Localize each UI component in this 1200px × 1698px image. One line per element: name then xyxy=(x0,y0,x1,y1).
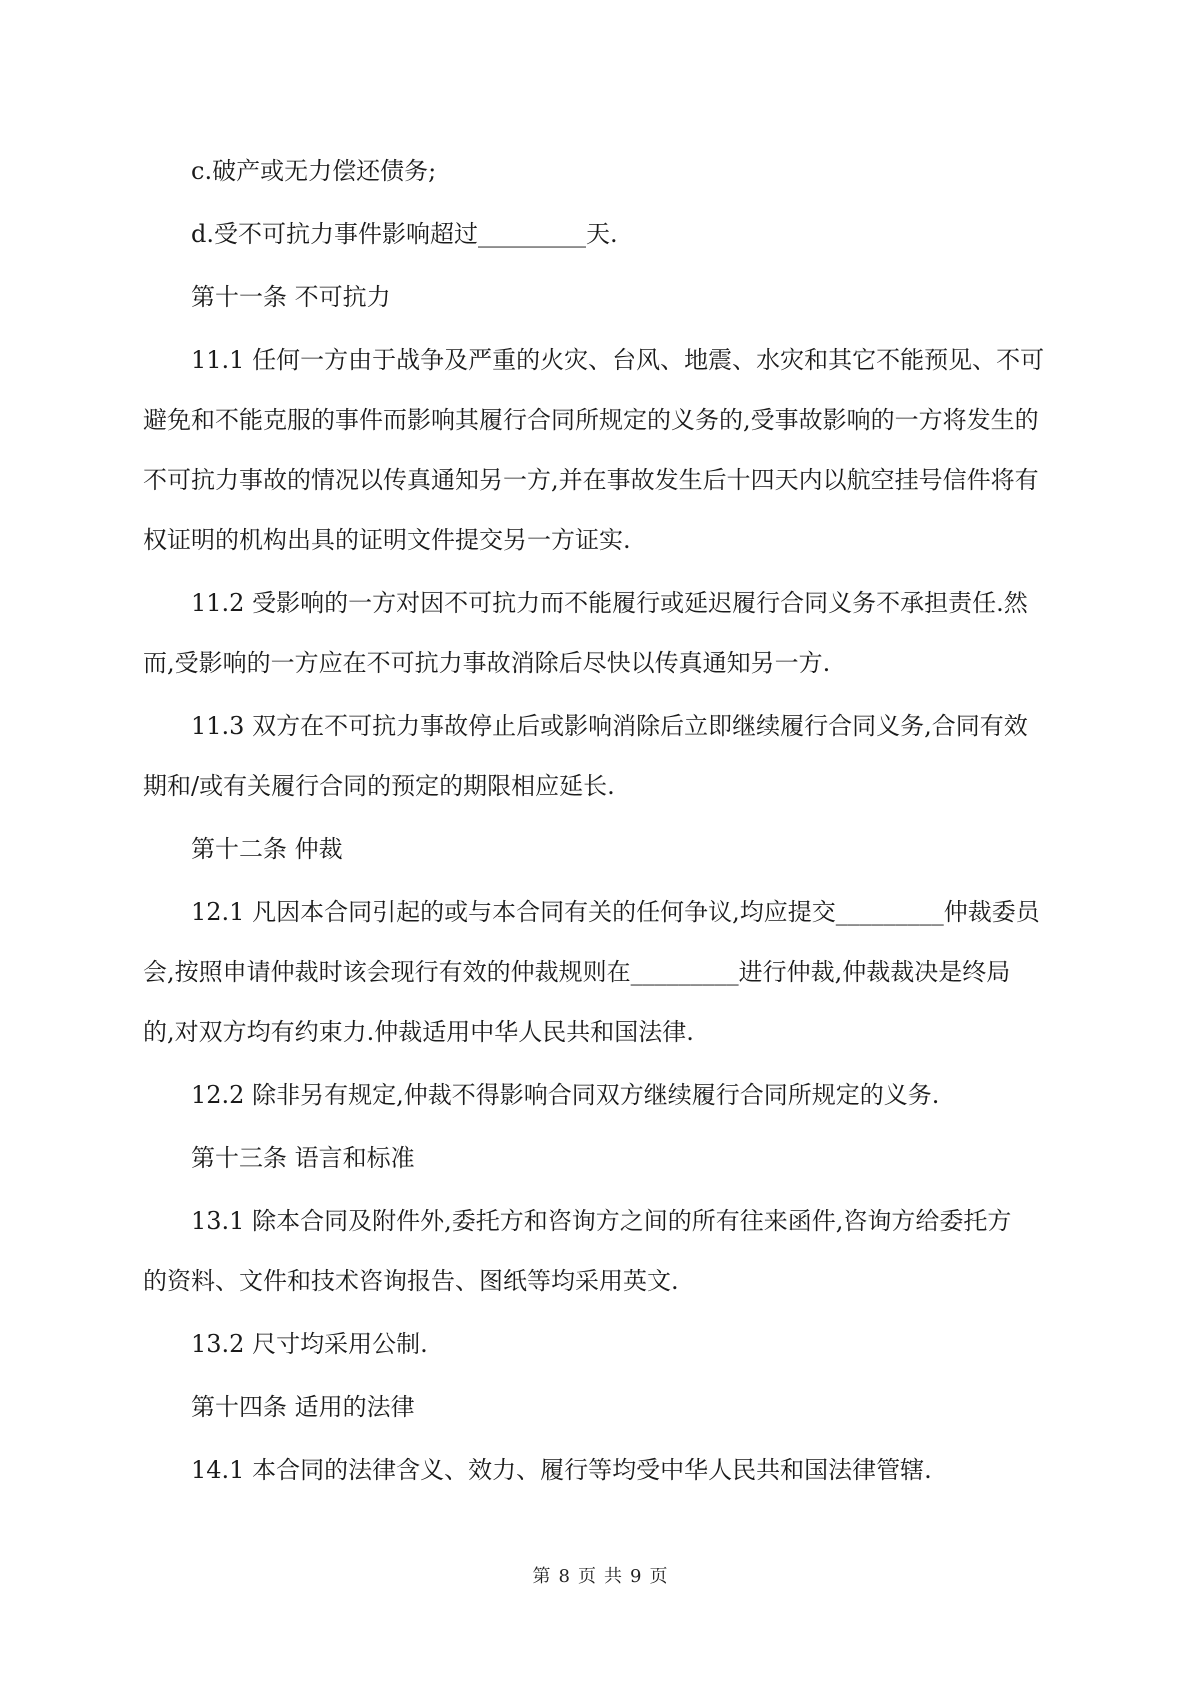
clause-11-3-line-1: 11.3 双方在不可抗力事故停止后或影响消除后立即继续履行合同义务,合同有效 xyxy=(191,712,1028,740)
clause-12-2: 12.2 除非另有规定,仲裁不得影响合同双方继续履行合同所规定的义务. xyxy=(191,1081,940,1109)
footer-total-pages: 9 xyxy=(630,1566,642,1587)
clause-11-1-line-4: 权证明的机构出具的证明文件提交另一方证实. xyxy=(143,526,631,554)
clause-12-1-line-3: 的,对双方均有约束力.仲裁适用中华人民共和国法律. xyxy=(143,1018,694,1046)
footer-suffix: 页 xyxy=(649,1566,668,1587)
footer-current-page: 8 xyxy=(558,1566,570,1587)
clause-14-1: 14.1 本合同的法律含义、效力、履行等均受中华人民共和国法律管辖. xyxy=(191,1456,932,1484)
clause-12-1-line-1: 12.1 凡因本合同引起的或与本合同有关的任何争议,均应提交_________仲裁委员 xyxy=(191,898,1040,926)
footer-total-prefix: 共 xyxy=(604,1566,622,1587)
clause-11-3-line-2: 期和/或有关履行合同的预定的期限相应延长. xyxy=(143,772,615,800)
article-12-heading: 第十二条 仲裁 xyxy=(191,835,343,863)
clause-11-1-line-3: 不可抗力事故的情况以传真通知另一方,并在事故发生后十四天内以航空挂号信件将有 xyxy=(143,466,1039,494)
clause-11-2-line-2: 而,受影响的一方应在不可抗力事故消除后尽快以传真通知另一方. xyxy=(143,649,831,677)
clause-10-d: d.受不可抗力事件影响超过_________天. xyxy=(191,220,618,248)
clause-11-2-line-1: 11.2 受影响的一方对因不可抗力而不能履行或延迟履行合同义务不承担责任.然 xyxy=(191,589,1028,617)
clause-10-c: c.破产或无力偿还债务; xyxy=(191,157,437,185)
clause-11-1-line-2: 避免和不能克服的事件而影响其履行合同所规定的义务的,受事故影响的一方将发生的 xyxy=(143,406,1039,434)
clause-13-2: 13.2 尺寸均采用公制. xyxy=(191,1330,428,1358)
clause-11-1-line-1: 11.1 任何一方由于战争及严重的火灾、台风、地震、水灾和其它不能预见、不可 xyxy=(191,346,1045,374)
clause-13-1-line-2: 的资料、文件和技术咨询报告、图纸等均采用英文. xyxy=(143,1267,679,1295)
footer-page-word: 页 xyxy=(578,1566,596,1587)
clause-13-1-line-1: 13.1 除本合同及附件外,委托方和咨询方之间的所有往来函件,咨询方给委托方 xyxy=(191,1207,1012,1235)
footer-prefix: 第 xyxy=(532,1566,551,1587)
article-11-heading: 第十一条 不可抗力 xyxy=(191,283,391,311)
page-footer xyxy=(0,1565,1200,1589)
clause-12-1-line-2: 会,按照申请仲裁时该会现行有效的仲裁规则在_________进行仲裁,仲裁裁决是终局 xyxy=(143,958,1011,986)
document-body xyxy=(143,150,1063,1491)
article-13-heading: 第十三条 语言和标准 xyxy=(191,1144,415,1172)
article-14-heading: 第十四条 适用的法律 xyxy=(191,1393,415,1421)
